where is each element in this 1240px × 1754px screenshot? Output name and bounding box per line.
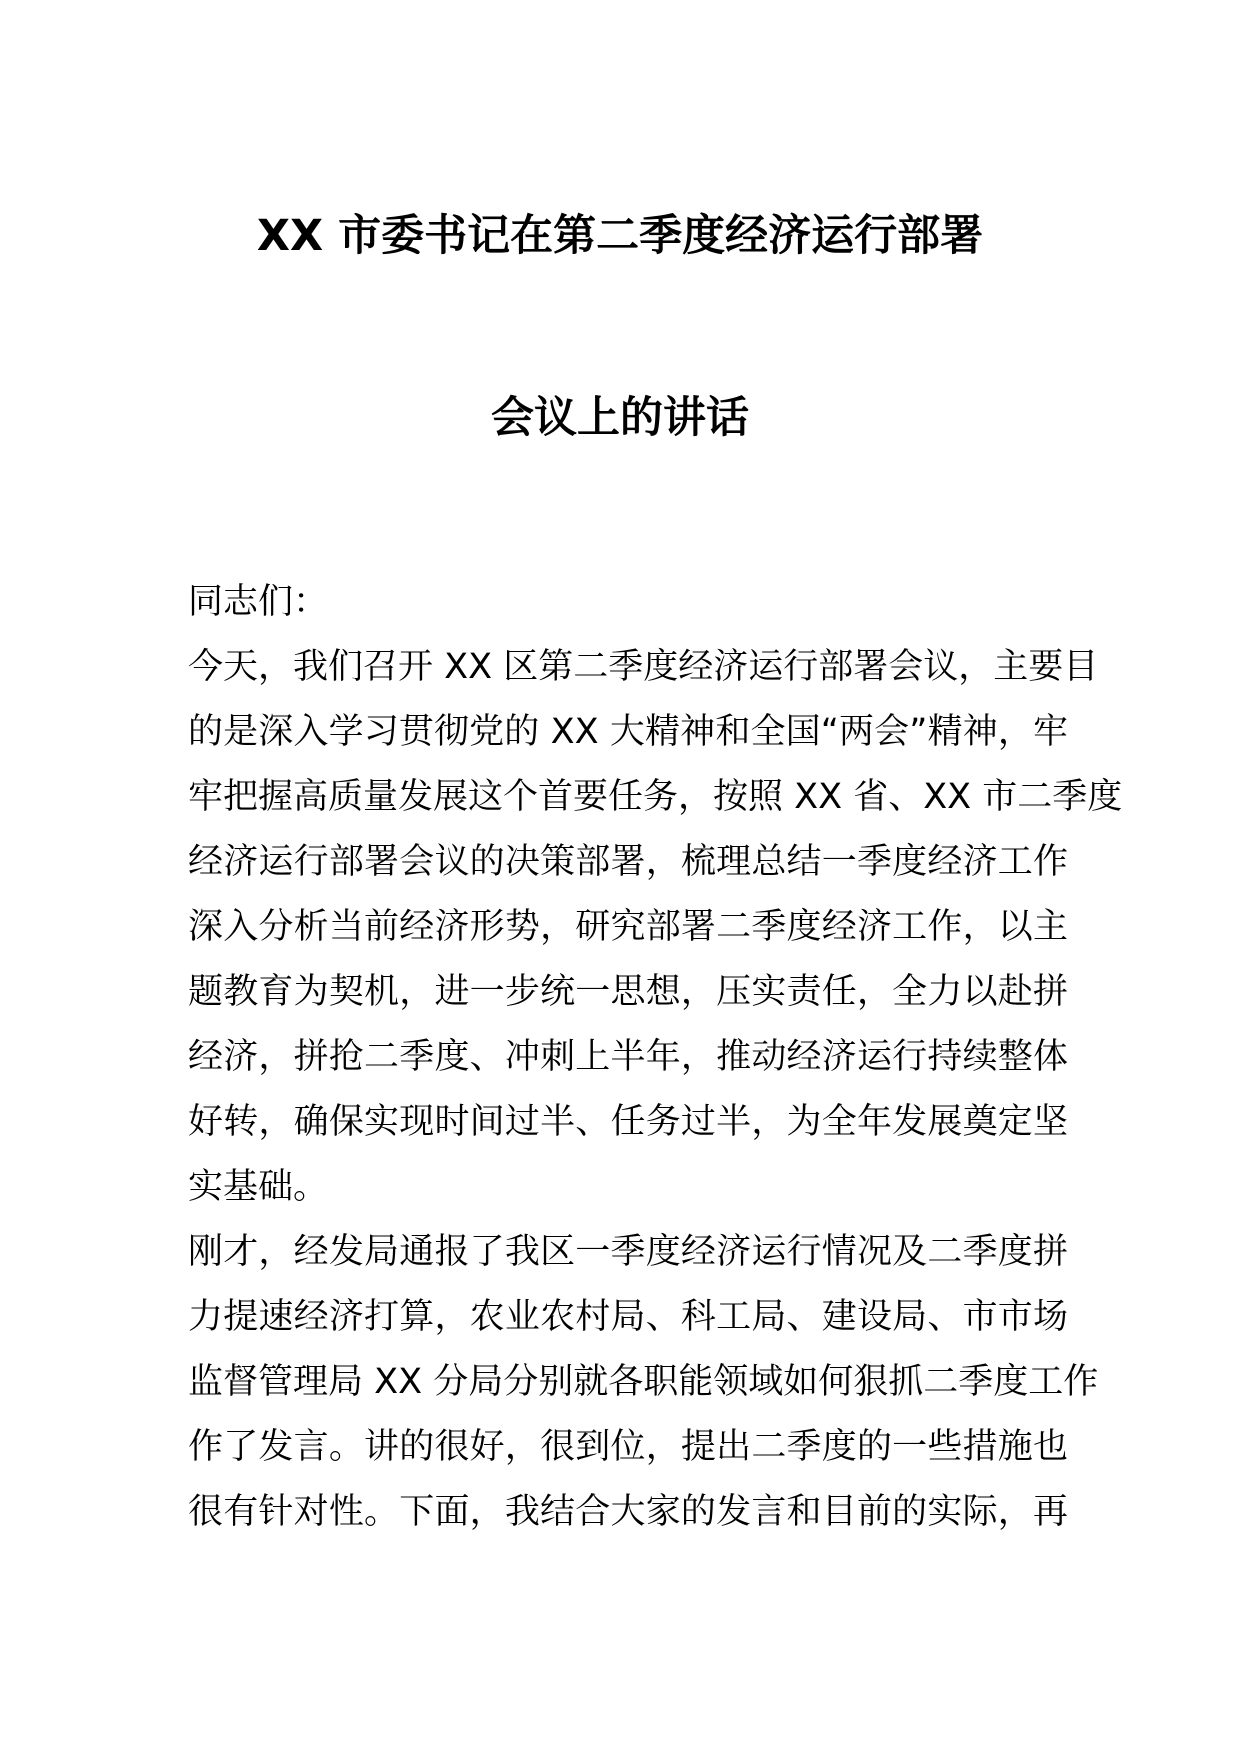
paragraph-line: 深入分析当前经济形势，研究部署二季度经济工作，以主 [188,907,1068,947]
salutation: 同志们： [188,582,329,622]
paragraph-1 [188,635,1123,1220]
paragraph-line: 很有针对性。下面，我结合大家的发言和目前的实际，再 [188,1492,1068,1532]
paragraph-line: 牢把握高质量发展这个首要任务，按照 XX 省、XX 市二季度 [188,777,1123,817]
paragraph-line: 作了发言。讲的很好，很到位，提出二季度的一些措施也 [188,1427,1068,1467]
document-title-line-2: 会议上的讲话 [491,393,749,443]
paragraph-line: 经济，拼抢二季度、冲刺上半年，推动经济运行持续整体 [188,1037,1068,1077]
paragraph-line: 监督管理局 XX 分局分别就各职能领域如何狠抓二季度工作 [188,1362,1099,1402]
paragraph-2 [188,1220,1099,1545]
paragraph-line: 今天，我们召开 XX 区第二季度经济运行部署会议，主要目 [188,647,1099,687]
paragraph-line: 好转，确保实现时间过半、任务过半，为全年发展奠定坚 [188,1102,1068,1142]
paragraph-line: 刚才，经发局通报了我区一季度经济运行情况及二季度拼 [188,1232,1068,1272]
paragraph-line: 实基础。 [188,1167,329,1207]
paragraph-line: 经济运行部署会议的决策部署，梳理总结一季度经济工作 [188,842,1068,882]
paragraph-line: 力提速经济打算，农业农村局、科工局、建设局、市市场 [188,1297,1068,1337]
document-body [188,635,1123,1545]
paragraph-line: 题教育为契机，进一步统一思想，压实责任，全力以赴拼 [188,972,1068,1012]
paragraph-line: 的是深入学习贯彻党的 XX 大精神和全国“两会”精神，牢 [188,712,1068,752]
document-title-line-1: XX 市委书记在第二季度经济运行部署 [256,211,984,261]
